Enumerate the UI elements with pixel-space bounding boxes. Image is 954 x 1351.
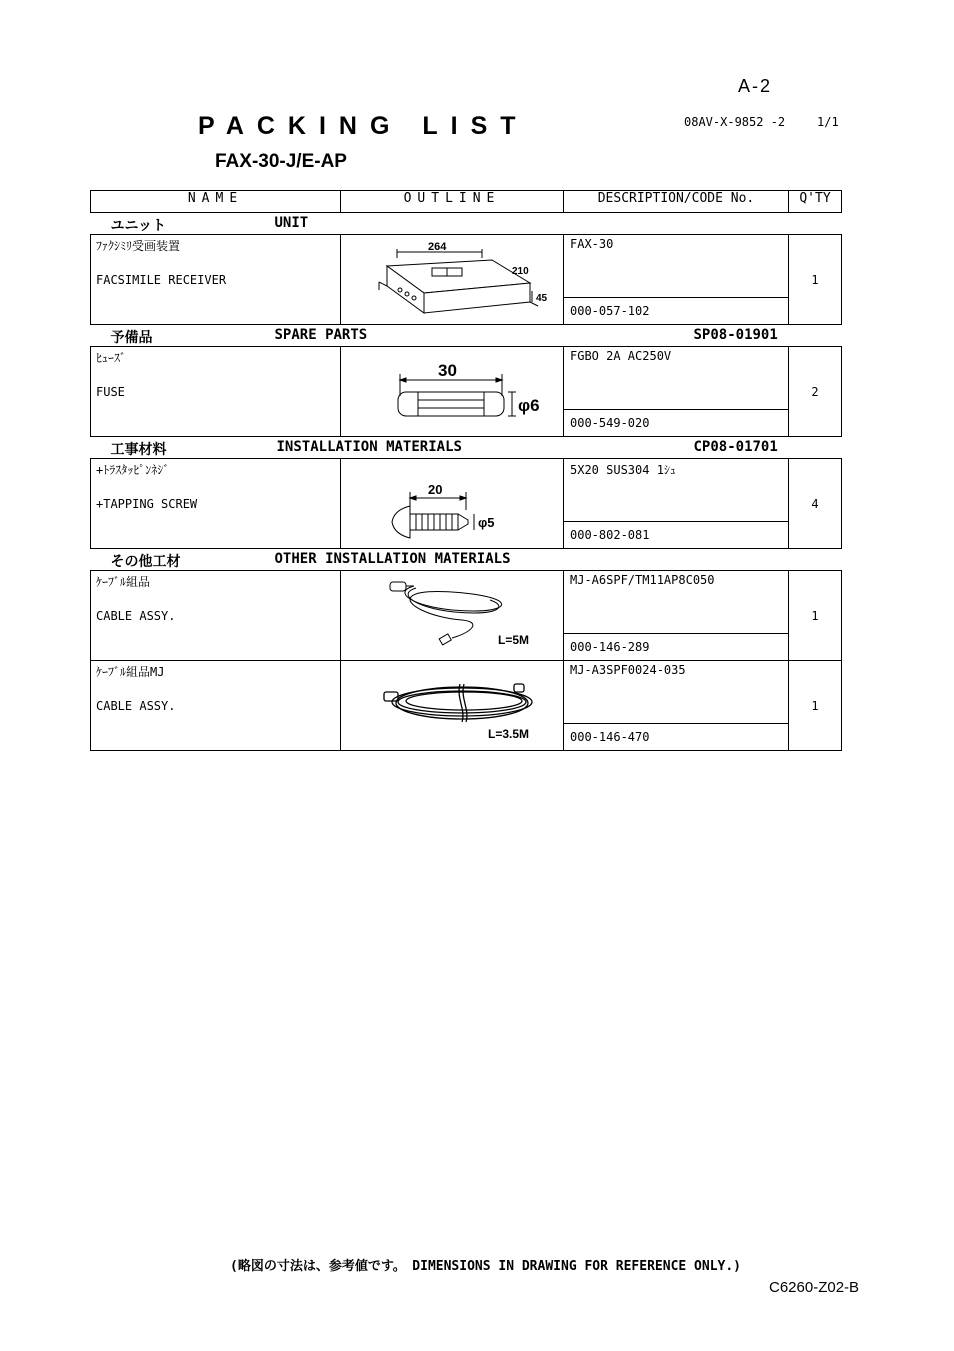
item-name-jp: ﾌｧｸｼﾐﾘ受画装置	[96, 239, 181, 253]
outline-cable-length: L=5M	[498, 633, 530, 647]
column-header-outline: OUTLINE	[341, 191, 564, 213]
item-outline-cell	[341, 661, 564, 751]
item-code: 000-146-470	[564, 724, 789, 751]
item-qty: 2	[789, 347, 842, 437]
outline-dimension-height: 45	[536, 293, 548, 304]
item-code: 000-549-020	[564, 410, 789, 437]
item-name-cell	[91, 347, 341, 437]
table-row	[91, 571, 842, 634]
packing-list-table	[90, 190, 842, 751]
item-code: 000-057-102	[564, 298, 789, 325]
footer-document-code: C6260-Z02-B	[769, 1279, 860, 1296]
item-qty: 1	[789, 235, 842, 325]
item-name-jp: +ﾄﾗｽﾀｯﾋﾟﾝﾈｼﾞ	[96, 463, 170, 477]
section-jp-label: 工事材料	[110, 442, 167, 458]
item-outline-cell	[341, 571, 564, 661]
model-number: FAX-30-J/E-AP	[215, 151, 347, 172]
item-name-cell	[91, 235, 341, 325]
item-name-en: +TAPPING SCREW	[96, 497, 198, 511]
item-name-en: CABLE ASSY.	[96, 699, 176, 713]
section-en-label: SPARE PARTS	[274, 327, 368, 343]
page-number: A-2	[738, 76, 773, 96]
item-description: 5X20 SUS304 1ｼｭ	[564, 459, 789, 522]
item-name-en: FACSIMILE RECEIVER	[96, 273, 227, 287]
outline-dimension-length: 20	[428, 482, 443, 497]
section-jp-label: その他工材	[110, 554, 181, 570]
item-code: 000-802-081	[564, 522, 789, 549]
item-outline-cell	[341, 459, 564, 549]
item-name-cell	[91, 459, 341, 549]
item-qty: 1	[789, 571, 842, 661]
item-outline-cell	[341, 235, 564, 325]
document-page-count: 1/1	[817, 115, 839, 129]
section-header-spare-parts	[91, 325, 842, 347]
table-row	[91, 459, 842, 522]
footer-reference-note: (略図の寸法は、参考値です。 DIMENSIONS IN DRAWING FOR REFERENCE ONLY.)	[230, 1259, 742, 1274]
cable-assy-5m-drawing	[352, 574, 552, 654]
table-row	[91, 235, 842, 298]
section-header-installation-materials	[91, 437, 842, 459]
item-description: MJ-A6SPF/TM11AP8C050	[564, 571, 789, 634]
item-description: MJ-A3SPF0024-035	[564, 661, 789, 724]
item-code: 000-146-289	[564, 634, 789, 661]
item-description: FAX-30	[564, 235, 789, 298]
document-title: PACKING LIST	[198, 112, 529, 140]
section-code: CP08-01701	[693, 439, 778, 455]
item-name-cell	[91, 661, 341, 751]
section-en-label: INSTALLATION MATERIALS	[276, 439, 462, 455]
cable-assy-mj-drawing	[352, 664, 552, 744]
section-header-other-installation-materials	[91, 549, 842, 571]
outline-dimension-width: 264	[428, 241, 447, 253]
section-code: SP08-01901	[693, 327, 778, 343]
section-header-unit	[91, 213, 842, 235]
facsimile-receiver-drawing	[352, 238, 552, 318]
item-outline-cell	[341, 347, 564, 437]
section-en-label: OTHER INSTALLATION MATERIALS	[274, 551, 511, 567]
item-name-jp: ｹｰﾌﾞﾙ組品MJ	[96, 665, 165, 679]
item-qty: 1	[789, 661, 842, 751]
outline-dimension-length: 30	[438, 361, 457, 380]
item-description: FGBO 2A AC250V	[564, 347, 789, 410]
item-name-cell	[91, 571, 341, 661]
outline-cable-length: L=3.5M	[488, 727, 530, 741]
fuse-drawing	[352, 350, 552, 430]
outline-dimension-depth: 210	[512, 266, 529, 277]
item-name-jp: ｹｰﾌﾞﾙ組品	[96, 575, 151, 589]
table-header-row	[91, 191, 842, 213]
section-jp-label: 予備品	[110, 330, 153, 346]
column-header-qty: Q'TY	[789, 191, 842, 213]
table-row	[91, 347, 842, 410]
column-header-name: NAME	[91, 191, 341, 213]
outline-dimension-diameter: φ5	[478, 515, 495, 530]
item-name-jp: ﾋｭｰｽﾞ	[96, 351, 127, 365]
outline-dimension-diameter: φ6	[518, 396, 540, 415]
item-qty: 4	[789, 459, 842, 549]
document-number: 08AV-X-9852 -2	[684, 115, 786, 129]
section-en-label: UNIT	[274, 215, 309, 231]
column-header-description: DESCRIPTION/CODE No.	[564, 191, 789, 213]
item-name-en: FUSE	[96, 385, 125, 399]
item-name-en: CABLE ASSY.	[96, 609, 176, 623]
table-row	[91, 661, 842, 724]
section-jp-label: ユニット	[110, 218, 166, 234]
tapping-screw-drawing	[352, 462, 552, 542]
